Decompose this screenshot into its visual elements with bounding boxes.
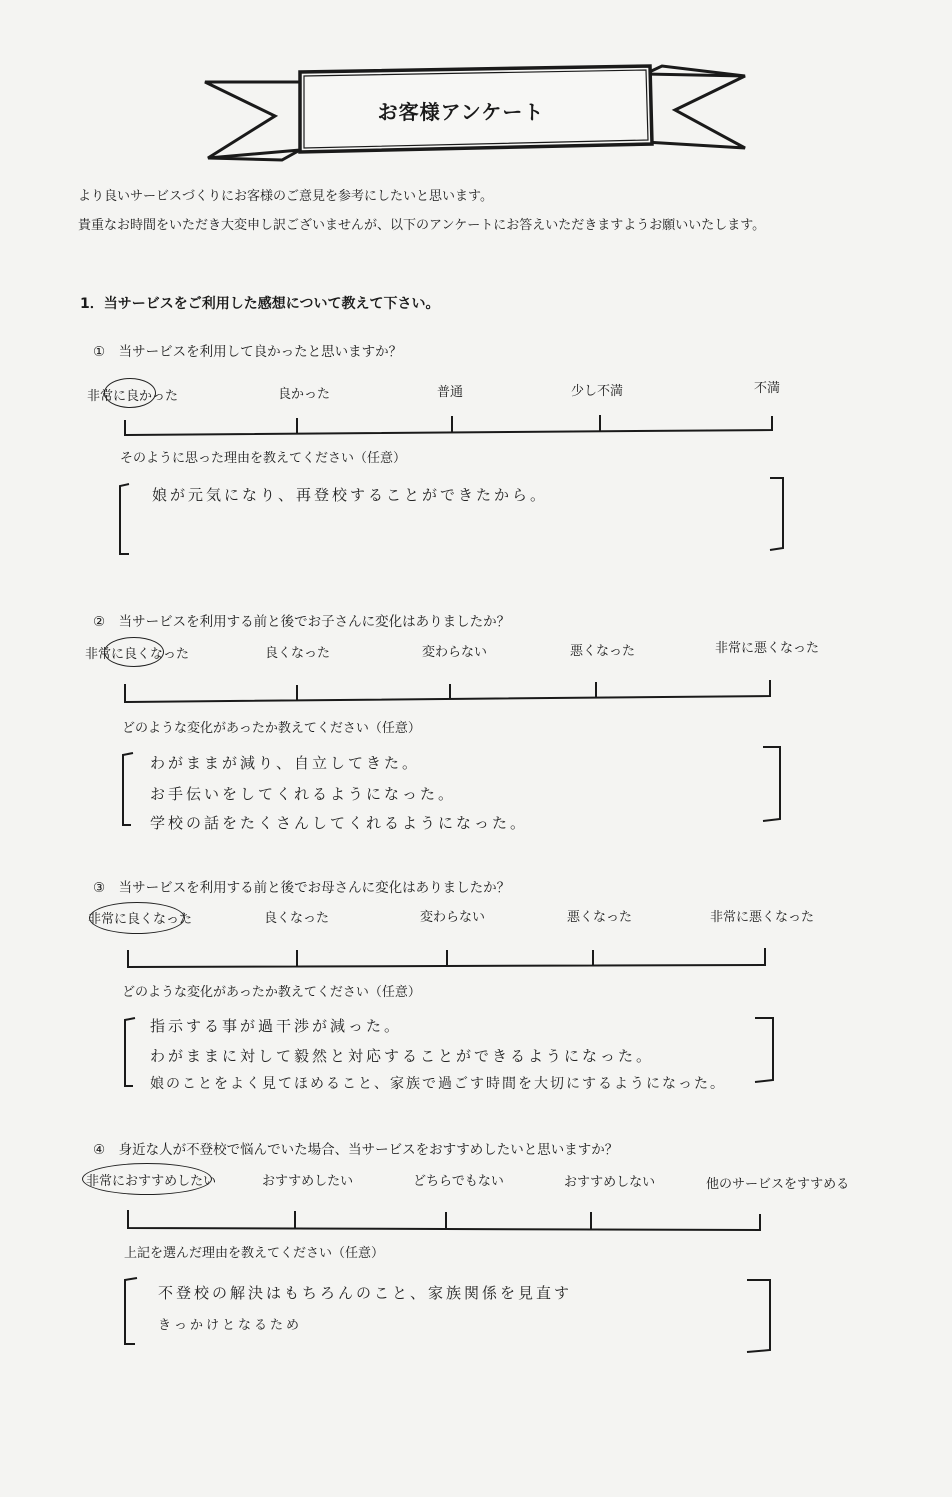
- q3-selection-circle: [89, 902, 185, 934]
- q4-option-3[interactable]: どちらでもない: [413, 1174, 504, 1189]
- q2-option-4[interactable]: 悪くなった: [570, 644, 636, 659]
- q2-option-2[interactable]: 良くなった: [265, 646, 331, 661]
- q3-question: ③ 当サービスを利用する前と後でお母さんに変化はありましたか？: [93, 880, 511, 896]
- q2-scale: [120, 678, 780, 708]
- q3-option-3[interactable]: 変わらない: [420, 910, 486, 925]
- q3-answer-line-2[interactable]: わがままに対して毅然と対応することができるようになった。: [150, 1047, 655, 1065]
- q4-answer-line-2[interactable]: きっかけとなるため: [158, 1318, 303, 1333]
- q1-selection-circle: [104, 378, 156, 408]
- q1-scale: [120, 410, 780, 440]
- intro-line-1: より良いサービスづくりにお客様のご意見を参考にしたいと思います。: [78, 189, 493, 204]
- q4-option-4[interactable]: おすすめしない: [564, 1175, 656, 1190]
- page-title: お客様アンケート: [377, 100, 545, 124]
- q1-option-4[interactable]: 少し不満: [571, 384, 624, 399]
- q3-option-2[interactable]: 良くなった: [264, 911, 330, 926]
- intro-line-2: 貴重なお時間をいただき大変申し訳ございませんが、以下のアンケートにお答えいただきますようお願いいたします。: [78, 218, 766, 233]
- q2-option-1[interactable]: 非常に良くなった: [85, 647, 190, 662]
- q3-answer-line-3[interactable]: 娘のことをよく見てほめること、家族で過ごす時間を大切にするようになった。: [150, 1076, 726, 1092]
- q2-answer-line-3[interactable]: 学校の話をたくさんしてくれるようになった。: [150, 814, 529, 832]
- q3-option-5[interactable]: 非常に悪くなった: [710, 910, 815, 925]
- q2-question: ② 当サービスを利用する前と後でお子さんに変化はありましたか？: [93, 614, 511, 630]
- q4-reason-label: 上記を選んだ理由を教えてください（任意）: [124, 1246, 385, 1261]
- q1-option-1[interactable]: 非常に良かった: [87, 389, 179, 404]
- q2-reason-label: どのような変化があったか教えてください（任意）: [122, 721, 421, 736]
- q2-option-5[interactable]: 非常に悪くなった: [715, 641, 820, 656]
- q4-question: ④ 身近な人が不登校で悩んでいた場合、当サービスをおすすめしたいと思いますか？: [93, 1142, 619, 1158]
- q2-option-3[interactable]: 変わらない: [422, 645, 488, 660]
- q2-answer-line-1[interactable]: わがままが減り、自立してきた。: [150, 754, 421, 772]
- q1-option-3[interactable]: 普通: [437, 385, 464, 400]
- q1-option-5[interactable]: 不満: [754, 381, 781, 396]
- q4-option-5[interactable]: 他のサービスをすすめる: [706, 1177, 850, 1192]
- q4-option-1[interactable]: 非常におすすめしたい: [86, 1174, 217, 1189]
- q4-option-2[interactable]: おすすめしたい: [262, 1174, 354, 1189]
- q3-answer-line-1[interactable]: 指示する事が過干渉が減った。: [150, 1017, 403, 1035]
- q2-selection-circle: [104, 637, 164, 667]
- q1-question: ① 当サービスを利用して良かったと思いますか？: [93, 344, 403, 360]
- q1-answer-line-1[interactable]: 娘が元気になり、再登校することができたから。: [152, 486, 549, 504]
- q4-selection-circle: [82, 1163, 212, 1195]
- q4-scale: [120, 1206, 780, 1236]
- q3-option-4[interactable]: 悪くなった: [567, 910, 633, 925]
- q4-answer-line-1[interactable]: 不登校の解決はもちろんのこと、家族関係を見直す: [158, 1284, 573, 1302]
- q1-option-2[interactable]: 良かった: [278, 387, 331, 402]
- q2-answer-line-2[interactable]: お手伝いをしてくれるようになった。: [150, 785, 457, 803]
- q1-reason-label: そのように思った理由を教えてください（任意）: [120, 451, 407, 466]
- section-1-title: 1．当サービスをご利用した感想について教えて下さい。: [80, 296, 440, 312]
- q3-reason-label: どのような変化があったか教えてください（任意）: [122, 985, 421, 1000]
- q3-scale: [120, 945, 780, 975]
- q3-option-1[interactable]: 非常に良くなった: [88, 912, 193, 927]
